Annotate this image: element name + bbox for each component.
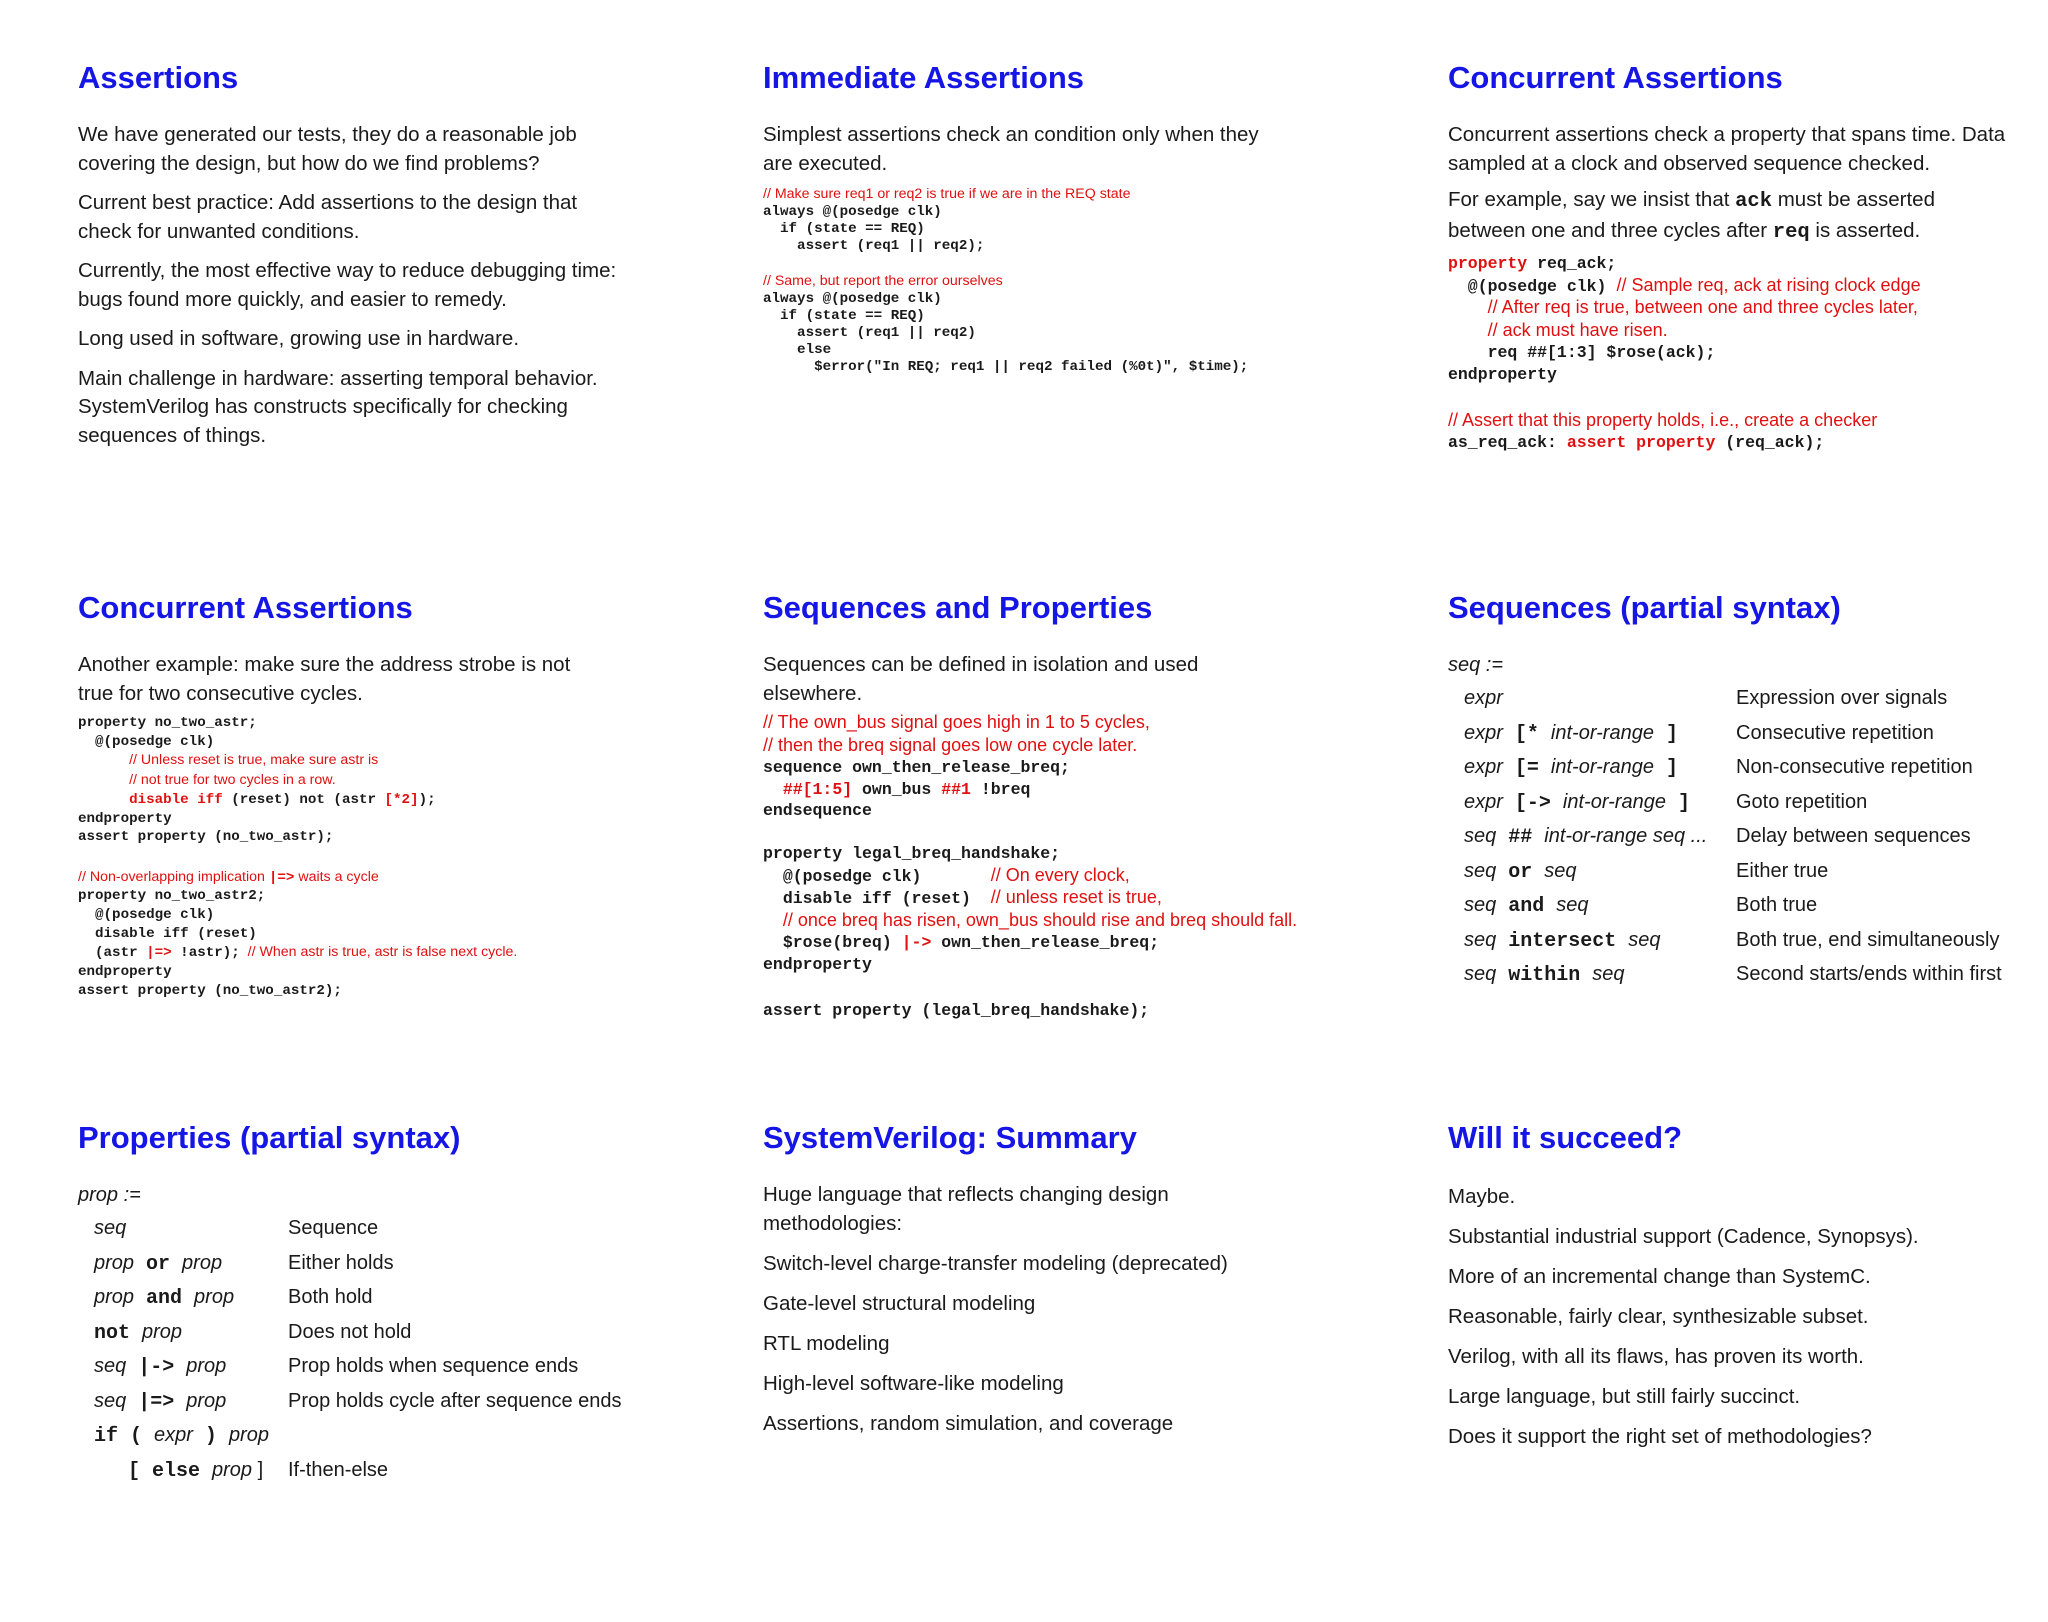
slide-title: Concurrent Assertions (1448, 60, 1783, 95)
syntax-description: If-then-else (288, 1458, 389, 1481)
slide-intro (763, 121, 1283, 178)
syntax-head (1448, 649, 2048, 681)
code-line: @(posedge clk) (782, 866, 922, 886)
keyword: assert property (1566, 433, 1716, 452)
syntax-description: Either true (1736, 859, 1829, 882)
slide-intro (78, 651, 598, 708)
code-comment: // Sample req, ack at rising clock edge (1606, 274, 1921, 295)
code-line: endproperty (1448, 364, 1557, 384)
syntax-description: Non-consecutive repetition (1736, 756, 1973, 778)
syntax-term: prop (212, 1458, 253, 1481)
code-line: assert property (no_two_astr2); (78, 982, 342, 999)
syntax-description: Prop holds cycle after sequence ends (288, 1389, 622, 1412)
syntax-description: Either holds (288, 1251, 394, 1274)
syntax-form (128, 1453, 263, 1490)
syntax-description: Expression over signals (1736, 687, 1948, 709)
syntax-term: seq (1556, 894, 1589, 916)
code-line: assert property (no_two_astr); (78, 829, 334, 846)
syntax-term: prop (142, 1320, 183, 1343)
syntax-operator: and (134, 1287, 195, 1310)
syntax-operator: ] (252, 1458, 264, 1481)
slide-title: Will it succeed? (1448, 1120, 1682, 1155)
code-comment: // ack must have risen. (1487, 319, 1668, 340)
keyword: |=> (268, 869, 295, 886)
syntax-row (78, 1280, 718, 1315)
syntax-form (94, 1280, 234, 1317)
code-comment: // Make sure req1 or req2 is true if we are in the REQ state (763, 186, 1131, 202)
syntax-term: seq (94, 1389, 127, 1412)
syntax-operator: not (94, 1321, 143, 1345)
list-item: High-level software-like modeling (763, 1372, 1064, 1395)
slide-concurrent-assertions (1448, 62, 2048, 562)
code-block (763, 712, 1403, 1021)
code-line: assert (req1 || req2); (763, 238, 985, 254)
syntax-description: Second starts/ends within first (1736, 963, 2002, 985)
syntax-form (1464, 923, 1661, 960)
code-line: !astr); (171, 945, 240, 962)
code-line: (astr (78, 945, 147, 962)
code-line: if (state == REQ) (763, 221, 925, 237)
syntax-form (1464, 716, 1678, 753)
slide-title: Properties (partial syntax) (78, 1120, 461, 1155)
slide-body (763, 1181, 1283, 1238)
keyword: |=> (146, 945, 172, 962)
list-item: Does it support the right set of methodologies? (1448, 1425, 1872, 1448)
syntax-operator: [-> (1502, 791, 1563, 815)
list-item: Maybe. (1448, 1185, 1516, 1208)
syntax-table (1448, 649, 2048, 992)
keyword: ##1 (941, 779, 971, 799)
code-line: assert property (legal_breq_handshake); (763, 1000, 1150, 1020)
code-block (763, 186, 1403, 376)
syntax-term: seq (1628, 928, 1661, 951)
keyword: |-> (901, 933, 932, 952)
code-comment: // once breq has risen, own_bus should rise and breq should fall. (782, 909, 1298, 930)
paragraph: Concurrent assertions check a property that spans time. Data sampled at a clock and observed sequence checked. (1448, 123, 2006, 175)
code-line: disable iff (reset) (782, 889, 971, 908)
syntax-term: seq (1464, 894, 1497, 916)
syntax-table (78, 1179, 718, 1487)
syntax-operator: ] (1653, 722, 1678, 746)
paragraph: Another example: make sure the address strobe is not true for two consecutive cycles. (78, 653, 571, 705)
code-line: if (state == REQ) (763, 308, 925, 324)
syntax-row (1448, 854, 2048, 889)
syntax-row (78, 1453, 718, 1488)
summary-list (763, 1244, 1403, 1444)
code-comment: // After req is true, between one and three cycles later, (1487, 297, 1918, 317)
syntax-row (1448, 923, 2048, 958)
code-line: endproperty (763, 954, 872, 974)
syntax-description: Both true (1736, 894, 1818, 916)
syntax-description: Both hold (288, 1286, 373, 1308)
syntax-term: seq (1464, 963, 1497, 985)
syntax-operator: ] (1653, 757, 1678, 780)
syntax-form (94, 1211, 126, 1246)
syntax-term: seq (1464, 825, 1497, 847)
code-line: sequence own_then_release_breq; (763, 758, 1070, 777)
syntax-form (94, 1418, 269, 1455)
code-line: disable iff (reset) (78, 925, 257, 942)
code-line: req_ack; (1527, 254, 1617, 273)
syntax-term: int-or-range (1562, 790, 1666, 813)
syntax-term: seq (1464, 859, 1497, 882)
paragraph: Sequences can be defined in isolation and used elsewhere. (763, 653, 1199, 705)
syntax-operator: ] (1665, 791, 1690, 815)
code-line: always @(posedge clk) (763, 204, 942, 220)
code-line: endproperty (78, 964, 172, 981)
code-line: endproperty (78, 810, 172, 827)
nonterminal: prop := (78, 1184, 141, 1206)
slide-title: Assertions (78, 60, 239, 95)
slide-immediate-assertions (763, 62, 1403, 562)
syntax-operator: ## (1496, 826, 1545, 849)
syntax-operator: |-> (126, 1356, 187, 1379)
syntax-term: expr (1464, 756, 1503, 778)
slide-intro (763, 651, 1283, 708)
syntax-row (78, 1246, 718, 1281)
syntax-term: prop (186, 1355, 227, 1377)
code-line: property no_two_astr2; (78, 888, 266, 905)
code-comment: // Unless reset is true, make sure astr is (129, 752, 379, 769)
syntax-term: int-or-range (1550, 721, 1654, 744)
syntax-term: prop (182, 1251, 223, 1274)
code-line: (reset) not (astr (222, 791, 385, 808)
slide-title: Concurrent Assertions (78, 590, 413, 625)
code-line: endsequence (763, 801, 872, 820)
text: For example, say we insist that (1448, 188, 1736, 211)
code-comment: // then the breq signal goes low one cycle later. (763, 734, 1138, 755)
slide-concurrent-assertions-2 (78, 592, 718, 1092)
syntax-row (78, 1384, 718, 1419)
slide-title: Sequences (partial syntax) (1448, 590, 1841, 625)
keyword: [*2] (384, 791, 419, 808)
syntax-operator: within (1496, 964, 1593, 987)
summary-list (1448, 1177, 2048, 1457)
syntax-row (1448, 716, 2048, 751)
syntax-row (1448, 681, 2048, 716)
syntax-row (78, 1418, 718, 1453)
code-line: own_then_release_breq; (931, 933, 1160, 952)
syntax-operator: if ( (94, 1425, 155, 1448)
syntax-term: expr (1464, 721, 1503, 744)
paragraph: Simplest assertions check an condition only when they are executed. (763, 123, 1259, 175)
signal-name: req (1772, 220, 1810, 244)
code-line: as_req_ack: (1448, 433, 1567, 452)
syntax-form (1464, 854, 1577, 891)
syntax-form (94, 1384, 226, 1421)
syntax-row (1448, 785, 2048, 820)
slide-sequences-syntax (1448, 592, 2048, 1092)
slide-will-it-succeed (1448, 1122, 2048, 1622)
list-item: Reasonable, fairly clear, synthesizable subset. (1448, 1305, 1869, 1328)
syntax-term: prop (228, 1424, 269, 1446)
paragraph: We have generated our tests, they do a reasonable job covering the design, but how do we find problems? (78, 123, 577, 175)
code-line: @(posedge clk) (1448, 276, 1607, 296)
code-line: (req_ack); (1715, 433, 1825, 452)
list-item: Verilog, with all its flaws, has proven its worth. (1448, 1345, 1864, 1368)
syntax-term: int-or-range (1550, 756, 1654, 778)
syntax-form (1464, 750, 1678, 787)
paragraph: Huge language that reflects changing design methodologies: (763, 1183, 1169, 1235)
code-line: $rose(breq) (782, 933, 902, 952)
list-item: RTL modeling (763, 1332, 890, 1355)
syntax-term: expr (154, 1424, 193, 1446)
syntax-description: Both true, end simultaneously (1736, 928, 2000, 951)
list-item: Large language, but still fairly succinct. (1448, 1385, 1801, 1408)
slide-title: Immediate Assertions (763, 60, 1085, 95)
syntax-operator: or (1496, 860, 1545, 884)
code-line: property legal_breq_handshake; (763, 844, 1061, 863)
syntax-row (78, 1211, 718, 1246)
syntax-term: int-or-range seq ... (1544, 825, 1708, 847)
syntax-description: Delay between sequences (1736, 825, 1971, 847)
list-item: Gate-level structural modeling (763, 1292, 1036, 1315)
syntax-form (1464, 681, 1503, 716)
code-line: ); (418, 791, 436, 808)
slide-body (1448, 121, 2008, 247)
syntax-form (94, 1349, 226, 1386)
syntax-rows (1448, 681, 2048, 992)
syntax-operator: or (134, 1252, 183, 1276)
syntax-row (1448, 957, 2048, 992)
syntax-term: seq (1464, 928, 1497, 951)
syntax-form (94, 1246, 222, 1283)
syntax-operator: [ else (128, 1459, 213, 1483)
code-comment: // On every clock, (990, 864, 1130, 885)
list-item: Substantial industrial support (Cadence, Synopsys). (1448, 1225, 1919, 1248)
code-line: property no_two_astr; (78, 715, 257, 731)
code-line: req ##[1:3] $rose(ack); (1487, 343, 1716, 362)
syntax-operator: intersect (1496, 929, 1629, 953)
code-comment: // unless reset is true, (990, 887, 1162, 907)
code-comment: waits a cycle (294, 868, 379, 885)
syntax-term: prop (186, 1389, 227, 1412)
syntax-term: prop (94, 1286, 135, 1308)
syntax-description: Sequence (288, 1217, 379, 1239)
syntax-term: expr (1464, 790, 1503, 813)
keyword: ##[1:5] (782, 779, 853, 799)
syntax-operator: [* (1502, 722, 1551, 746)
slide-sequences-and-properties (763, 592, 1403, 1092)
code-block (78, 714, 718, 1001)
code-line: own_bus (852, 779, 942, 799)
paragraph: Main challenge in hardware: asserting temporal behavior. SystemVerilog has constructs specifically for checking sequences of things. (78, 366, 598, 447)
list-item: Switch-level charge-transfer modeling (deprecated) (763, 1252, 1228, 1275)
text: is asserted. (1809, 218, 1921, 242)
syntax-description: Prop holds when sequence ends (288, 1355, 579, 1377)
code-line: !breq (970, 779, 1031, 799)
syntax-term: expr (1464, 687, 1503, 709)
code-comment: // When astr is true, astr is false next cycle. (239, 944, 518, 961)
syntax-form (94, 1315, 182, 1352)
syntax-operator: [= (1502, 757, 1551, 780)
code-comment: // Same, but report the error ourselves (763, 273, 1003, 289)
slide-title: Sequences and Properties (763, 590, 1153, 625)
syntax-operator: and (1496, 895, 1557, 918)
syntax-row (1448, 750, 2048, 785)
text: must be asserted between one and three cycles after (1448, 188, 1935, 242)
syntax-form (1464, 785, 1690, 822)
syntax-row (1448, 819, 2048, 854)
syntax-term: prop (194, 1286, 235, 1308)
syntax-row (78, 1315, 718, 1350)
syntax-description: Goto repetition (1736, 790, 1868, 813)
syntax-term: seq (94, 1217, 127, 1239)
syntax-rows (78, 1211, 718, 1487)
code-line: @(posedge clk) (78, 907, 215, 924)
paragraph: Currently, the most effective way to reduce debugging time: bugs found more quickly, and easier to remedy. (78, 259, 617, 311)
syntax-form (1464, 957, 1625, 994)
nonterminal: seq := (1448, 654, 1504, 676)
syntax-head (78, 1179, 718, 1211)
syntax-description: Consecutive repetition (1736, 721, 1934, 744)
slide-systemverilog-summary (763, 1122, 1403, 1622)
signal-name: ack (1735, 190, 1773, 213)
code-line: always @(posedge clk) (763, 291, 942, 307)
syntax-term: seq (94, 1355, 127, 1377)
syntax-operator: ) (192, 1425, 229, 1448)
paragraph: Current best practice: Add assertions to the design that check for unwanted conditions. (78, 191, 578, 243)
code-comment: // Assert that this property holds, i.e., create a checker (1448, 409, 1878, 430)
syntax-term: seq (1592, 963, 1625, 985)
syntax-form (1464, 888, 1589, 925)
syntax-term: seq (1544, 859, 1577, 882)
code-comment: // not true for two cycles in a row. (129, 772, 336, 789)
slide-title: SystemVerilog: Summary (763, 1120, 1137, 1155)
syntax-row (1448, 888, 2048, 923)
code-comment: // Non-overlapping implication (78, 868, 269, 885)
code-line: @(posedge clk) (78, 733, 215, 750)
slide-assertions (78, 62, 718, 562)
slide-body (78, 121, 618, 450)
paragraph: Long used in software, growing use in hardware. (78, 327, 520, 350)
code-block (1448, 253, 2048, 454)
keyword: property (1448, 254, 1528, 273)
syntax-description: Does not hold (288, 1320, 412, 1343)
code-line: assert (req1 || req2) (763, 325, 976, 341)
syntax-row (78, 1349, 718, 1384)
code-line: else (763, 342, 832, 358)
keyword: disable iff (129, 791, 223, 808)
list-item: Assertions, random simulation, and coverage (763, 1412, 1174, 1435)
list-item: More of an incremental change than SystemC. (1448, 1265, 1871, 1288)
slide-properties-syntax (78, 1122, 718, 1622)
syntax-operator: |=> (126, 1390, 187, 1414)
paragraph (1448, 186, 2008, 247)
syntax-term: prop (94, 1251, 135, 1274)
code-line: $error("In REQ; req1 || req2 failed (%0t)", $time); (763, 359, 1249, 375)
code-comment: // The own_bus signal goes high in 1 to 5 cycles, (763, 712, 1150, 732)
syntax-form (1464, 819, 1707, 856)
